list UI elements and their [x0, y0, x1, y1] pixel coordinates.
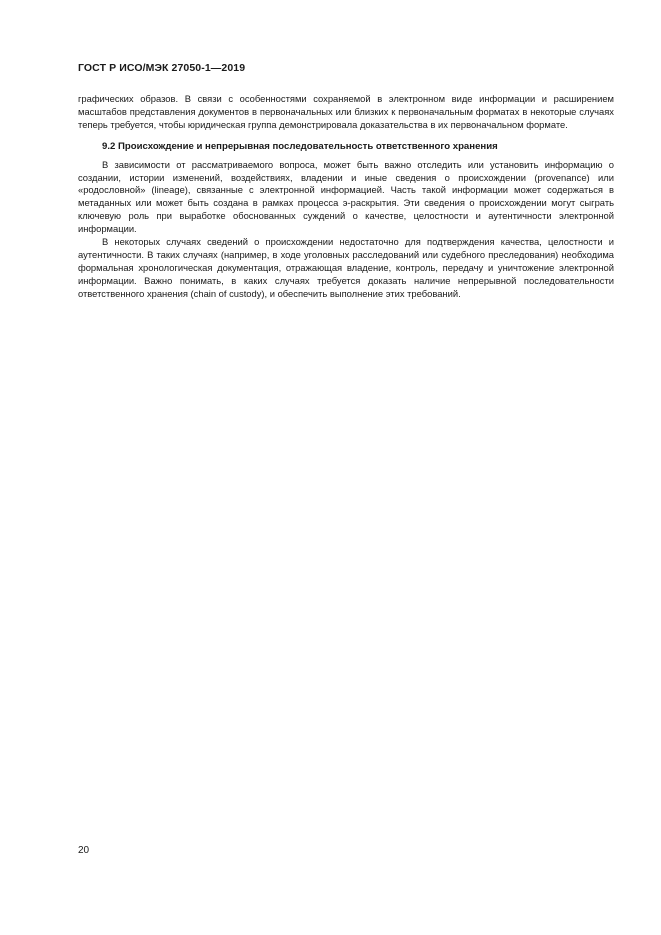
document-body — [78, 93, 614, 301]
page-number: 20 — [78, 845, 90, 856]
section-heading: 9.2 Происхождение и непрерывная последовательность ответственного хранения — [102, 140, 498, 152]
paragraph: В некоторых случаях сведений о происхождении недостаточно для подтверждения качества, целостности и аутентичности. В таких случаях (например, в ходе уголовных расследований или судебного преследования) необходима формальная хронологическая документация, отражающая владение, контроль, передачу и уничтожение электронной информации. Важно понимать, в каких случаях требуется доказать наличие непрерывной последовательности ответственного хранения (chain of custody), и обеспечить выполнение этих требований. — [78, 236, 614, 299]
document-header: ГОСТ Р ИСО/МЭК 27050-1—2019 — [78, 62, 246, 74]
paragraph-continued: графических образов. В связи с особенностями сохраняемой в электронном виде информации и расширением масштабов представления документов в первоначальных или близких к первоначальным форматах в некоторые случаях теперь требуется, чтобы юридическая группа демонстрировала доказательства в их первоначальном формате. — [78, 93, 614, 130]
paragraph: В зависимости от рассматриваемого вопроса, может быть важно отследить или установить информацию о создании, истории изменений, воздействиях, владении и иные сведения о происхождении (provenance) или «родословной» (lineage), связанные с электронной информацией. Часть такой информации может содержаться в метаданных или может быть создана в рамках процесса э-раскрытия. Эти сведения о происхождении могут сыграть ключевую роль при выработке обоснованных суждений о качестве, целостности и аутентичности электронной информации. — [78, 158, 614, 235]
